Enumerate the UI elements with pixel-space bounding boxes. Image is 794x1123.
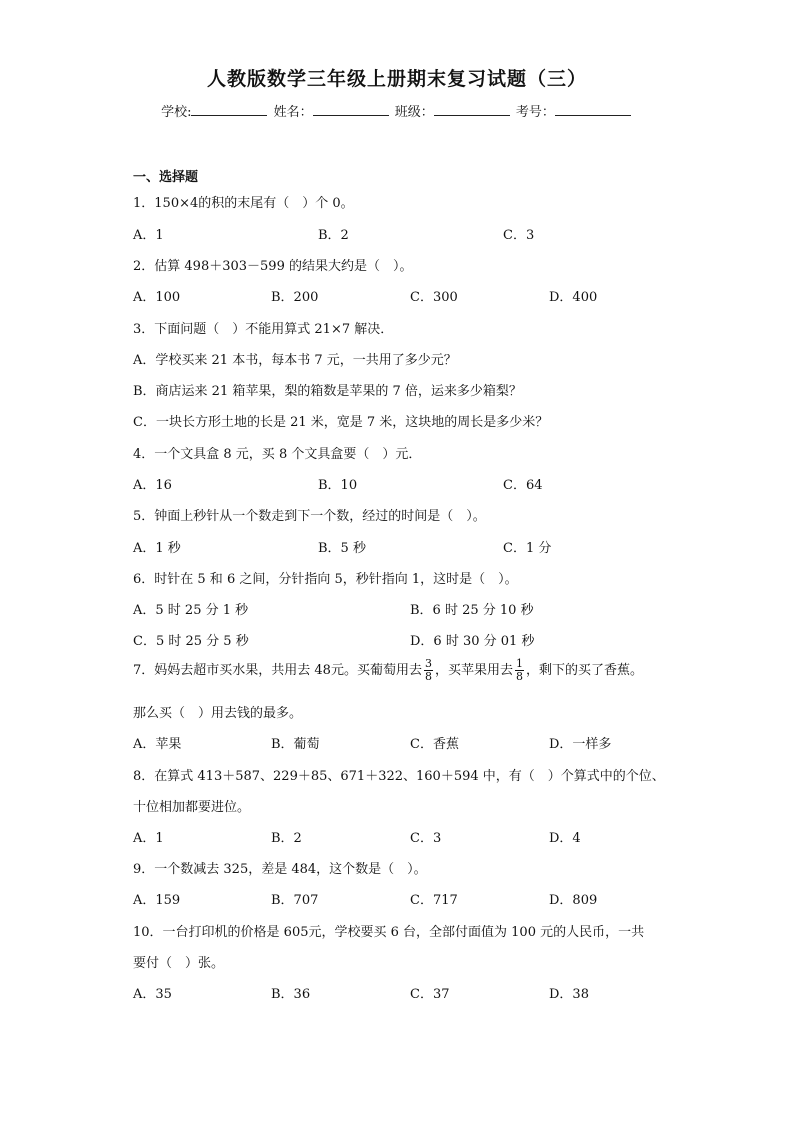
fraction-denominator: 8 [424, 670, 432, 683]
question-1-option-b[interactable]: B．2 [318, 228, 349, 243]
question-10-text: 10．一台打印机的价格是 605元，学校要买 6 台，全部付面值为 100 元的人民币，一共 [133, 925, 645, 940]
question-10-option-b[interactable]: B．36 [271, 987, 311, 1002]
question-5-option-b[interactable]: B．5 秒 [318, 541, 366, 556]
question-3-text: 3．下面问题（ ）不能用算式 21×7 解决． [133, 322, 394, 337]
question-3-option-b[interactable]: B．商店运来 21 箱苹果，梨的箱数是苹果的 7 倍，运来多少箱梨？ [133, 384, 522, 399]
fraction-three-eighths [424, 658, 433, 683]
question-5-option-c[interactable]: C．1 分 [503, 541, 552, 556]
question-8-text: 8．在算式 413＋587、229＋85、671＋322、160＋594 中，有（ ）个算式中的个位、 [133, 769, 665, 784]
question-7-text-line-2: 那么买（ ）用去钱的最多。 [133, 706, 303, 721]
question-6-option-c[interactable]: C．5 时 25 分 5 秒 [133, 634, 249, 649]
question-7-text-part-1: 7．妈妈去超市买水果，共用去 48元。买葡萄用去 [133, 663, 422, 678]
fraction-numerator: 1 [515, 657, 523, 670]
question-7-option-b[interactable]: B．葡萄 [271, 737, 320, 752]
question-7-option-d[interactable]: D．一样多 [549, 737, 612, 752]
question-7-text [133, 658, 643, 683]
question-2-option-d[interactable]: D．400 [549, 290, 598, 305]
number-label: 考号： [515, 105, 555, 120]
question-10-option-d[interactable]: D．38 [549, 987, 589, 1002]
question-6-option-d[interactable]: D．6 时 30 分 01 秒 [410, 634, 535, 649]
question-2-text: 2．估算 498＋303－599 的结果大约是（ ）。 [133, 259, 413, 274]
question-9-text: 9．一个数减去 325，差是 484，这个数是（ ）。 [133, 862, 427, 877]
question-6-text: 6．时针在 5 和 6 之间，分针指向 5，秒针指向 1，这时是（ ）。 [133, 572, 518, 587]
school-blank[interactable] [191, 103, 267, 116]
question-8-option-d[interactable]: D．4 [549, 831, 581, 846]
school-label: 学校: [161, 105, 192, 120]
question-5-text: 5．钟面上秒针从一个数走到下一个数，经过的时间是（ ）。 [133, 509, 486, 524]
section-heading: 一、选择题 [133, 170, 199, 185]
question-8-option-c[interactable]: C．3 [410, 831, 442, 846]
question-9-option-d[interactable]: D．809 [549, 893, 598, 908]
name-blank[interactable] [313, 103, 389, 116]
page-title: 人教版数学三年级上册期末复习试题（三） [206, 68, 587, 90]
question-2-option-c[interactable]: C．300 [410, 290, 458, 305]
question-10-option-c[interactable]: C．37 [410, 987, 450, 1002]
question-1-option-a[interactable]: A．1 [133, 228, 164, 243]
student-info-row [0, 101, 794, 120]
question-9-option-c[interactable]: C．717 [410, 893, 458, 908]
question-10-option-a[interactable]: A．35 [133, 987, 172, 1002]
question-8-option-b[interactable]: B．2 [271, 831, 302, 846]
question-1-option-c[interactable]: C．3 [503, 228, 535, 243]
question-7-text-part-2: ，买苹果用去 [434, 663, 513, 678]
class-blank[interactable] [434, 103, 510, 116]
question-4-text: 4．一个文具盒 8 元，买 8 个文具盒要（ ）元． [133, 447, 422, 462]
fraction-numerator: 3 [424, 657, 432, 670]
question-7-option-a[interactable]: A．苹果 [133, 737, 182, 752]
fraction-denominator: 8 [515, 670, 523, 683]
question-1-text: 1．150×4的积的末尾有（ ）个 0。 [133, 196, 354, 211]
question-6-option-b[interactable]: B．6 时 25 分 10 秒 [410, 603, 534, 618]
question-2-option-b[interactable]: B．200 [271, 290, 319, 305]
question-6-option-a[interactable]: A．5 时 25 分 1 秒 [133, 603, 249, 618]
question-4-option-c[interactable]: C．64 [503, 478, 543, 493]
question-8-text-line-2: 十位相加都要进位。 [133, 800, 251, 815]
question-2-option-a[interactable]: A．100 [133, 290, 181, 305]
question-7-text-part-3: ，剩下的买了香蕉。 [525, 663, 643, 678]
question-7-option-c[interactable]: C．香蕉 [410, 737, 459, 752]
question-3-option-c[interactable]: C．一块长方形土地的长是 21 米，宽是 7 米，这块地的周长是多少米？ [133, 415, 549, 430]
class-label: 班级： [394, 105, 434, 120]
question-9-option-b[interactable]: B．707 [271, 893, 319, 908]
fraction-one-eighth [515, 658, 524, 683]
question-4-option-a[interactable]: A．16 [133, 478, 172, 493]
name-label: 姓名： [273, 105, 313, 120]
question-5-option-a[interactable]: A．1 秒 [133, 541, 181, 556]
question-4-option-b[interactable]: B．10 [318, 478, 358, 493]
question-8-option-a[interactable]: A．1 [133, 831, 164, 846]
question-9-option-a[interactable]: A．159 [133, 893, 181, 908]
number-blank[interactable] [555, 103, 631, 116]
question-3-option-a[interactable]: A．学校买来 21 本书，每本书 7 元，一共用了多少元？ [133, 353, 457, 368]
question-10-text-line-2: 要付（ ）张。 [133, 956, 225, 971]
